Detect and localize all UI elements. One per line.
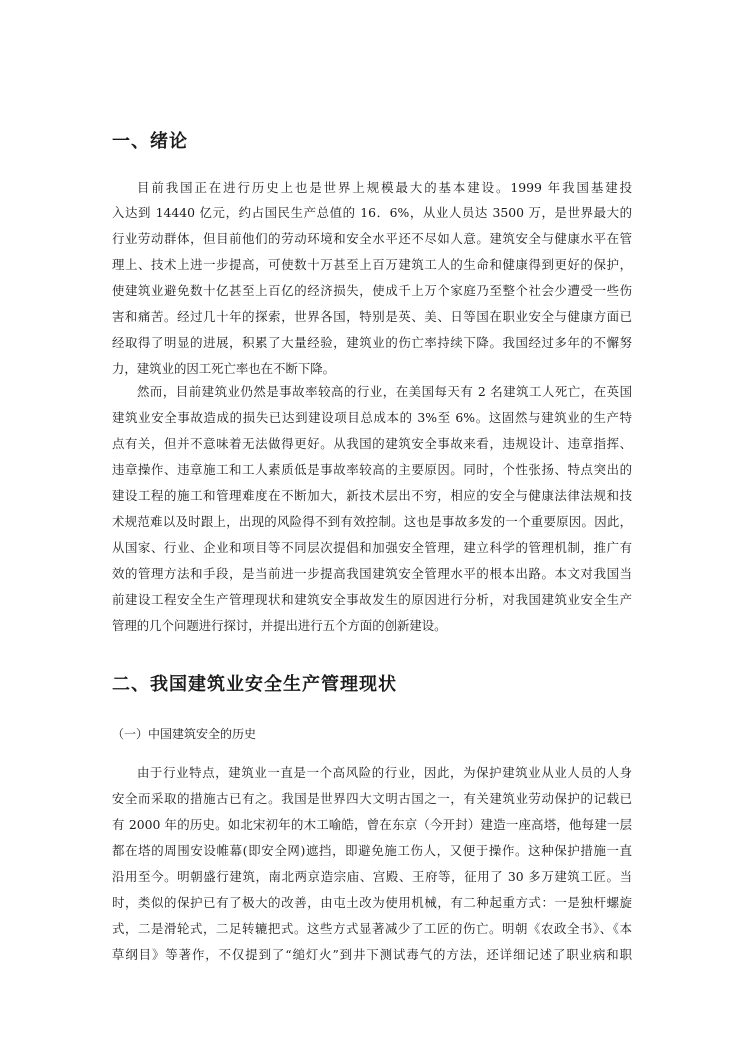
text-line: 违章操作、违章施工和工人素质低是事故率较高的主要原因。同时，个性张扬、特点突出的 (112, 462, 632, 477)
text-line: 式，二是滑轮式，二足转辘把式。这些方式显著减少了工匠的伤亡。明朝《农政全书》、《本 (112, 921, 632, 936)
text-line: 力，建筑业的因工死亡率也在不断下降。 (112, 361, 336, 376)
text-line: 管理的几个问题进行探讨，并提出进行五个方面的创新建设。 (112, 618, 447, 633)
subsection-heading-history: （一）中国建筑安全的历史 (112, 727, 257, 741)
text-line: 术规范难以及时跟上，出现的风险得不到有效控制。这也是事故多发的一个重要原因。因此， (112, 514, 632, 529)
text-line: 效的管理方法和手段，是当前进一步提高我国建筑安全管理水平的根本出路。本文对我国当 (112, 566, 632, 581)
text-line: 害和痛苦。经过几十年的探索，世界各国，特别是英、美、日等国在职业安全与健康方面已 (112, 309, 632, 324)
text-line: 经取得了明显的进展，积累了大量经验，建筑业的伤亡率持续下降。我国经过多年的不懈努 (112, 335, 632, 350)
section-heading-introduction: 一、绪论 (112, 131, 188, 152)
text-line: 由于行业特点，建筑业一直是一个高风险的行业，因此，为保护建筑业从业人员的人身 (137, 765, 632, 780)
text-line: 理上、技术上进一步提高，可使数十万甚至上百万建筑工人的生命和健康得到更好的保护， (112, 257, 632, 272)
text-line: 时，类似的保护已有了极大的改善，由屯土改为使用机械，有二种起重方式：一是独杆螺旋 (112, 895, 632, 910)
text-line: 点有关，但并不意味着无法做得更好。从我国的建筑安全事故来看，违规设计、违章指挥、 (112, 436, 632, 451)
text-line: 行业劳动群体，但目前他们的劳动环境和安全水平还不尽如人意。建筑安全与健康水平在管 (112, 231, 632, 246)
text-line: 有 2000 年的历史。如北宋初年的木工喻皓，曾在东京（今开封）建造一座高塔，他每建一层 (112, 817, 632, 832)
text-line: 从国家、行业、企业和项目等不同层次提倡和加强安全管理，建立科学的管理机制，推广有 (112, 540, 632, 555)
text-line: 建设工程的施工和管理难度在不断加大，新技术层出不穷，相应的安全与健康法律法规和技 (112, 488, 632, 503)
text-line: 沿用至今。明朝盛行建筑，南北两京造宗庙、宫殿、王府等，征用了 30 多万建筑工匠。当 (112, 869, 632, 884)
text-line: 建筑业安全事故造成的损失已达到建设项目总成本的 3%至 6%。这固然与建筑业的生产特 (112, 410, 632, 425)
text-line: 都在塔的周围安设帷幕(即安全网)遮挡，即避免施工伤人，又便于操作。这种保护措施一直 (112, 843, 632, 858)
text-line: 使建筑业避免数十亿甚至上百亿的经济损失，使成千上万个家庭乃至整个社会少遭受一些伤 (112, 283, 632, 298)
section-heading-current-status: 二、我国建筑业安全生产管理现状 (112, 674, 397, 695)
text-line: 目前我国正在进行历史上也是世界上规模最大的基本建设。1999 年我国基建投 (137, 180, 632, 195)
text-line: 草纲目》等著作，不仅提到了“缒灯火”到井下测试毒气的方法，还详细记述了职业病和职 (112, 947, 632, 962)
text-line: 安全而采取的措施古已有之。我国是世界四大文明古国之一，有关建筑业劳动保护的记载已 (112, 791, 632, 806)
text-line: 然而，目前建筑业仍然是事故率较高的行业，在美国每天有 2 名建筑工人死亡，在英国 (137, 384, 632, 399)
text-line: 入达到 14440 亿元，约占国民生产总值的 16．6%，从业人员达 3500 万，是世界最大的 (112, 205, 632, 220)
text-line: 前建设工程安全生产管理现状和建筑安全事故发生的原因进行分析，对我国建筑业安全生产 (112, 592, 632, 607)
